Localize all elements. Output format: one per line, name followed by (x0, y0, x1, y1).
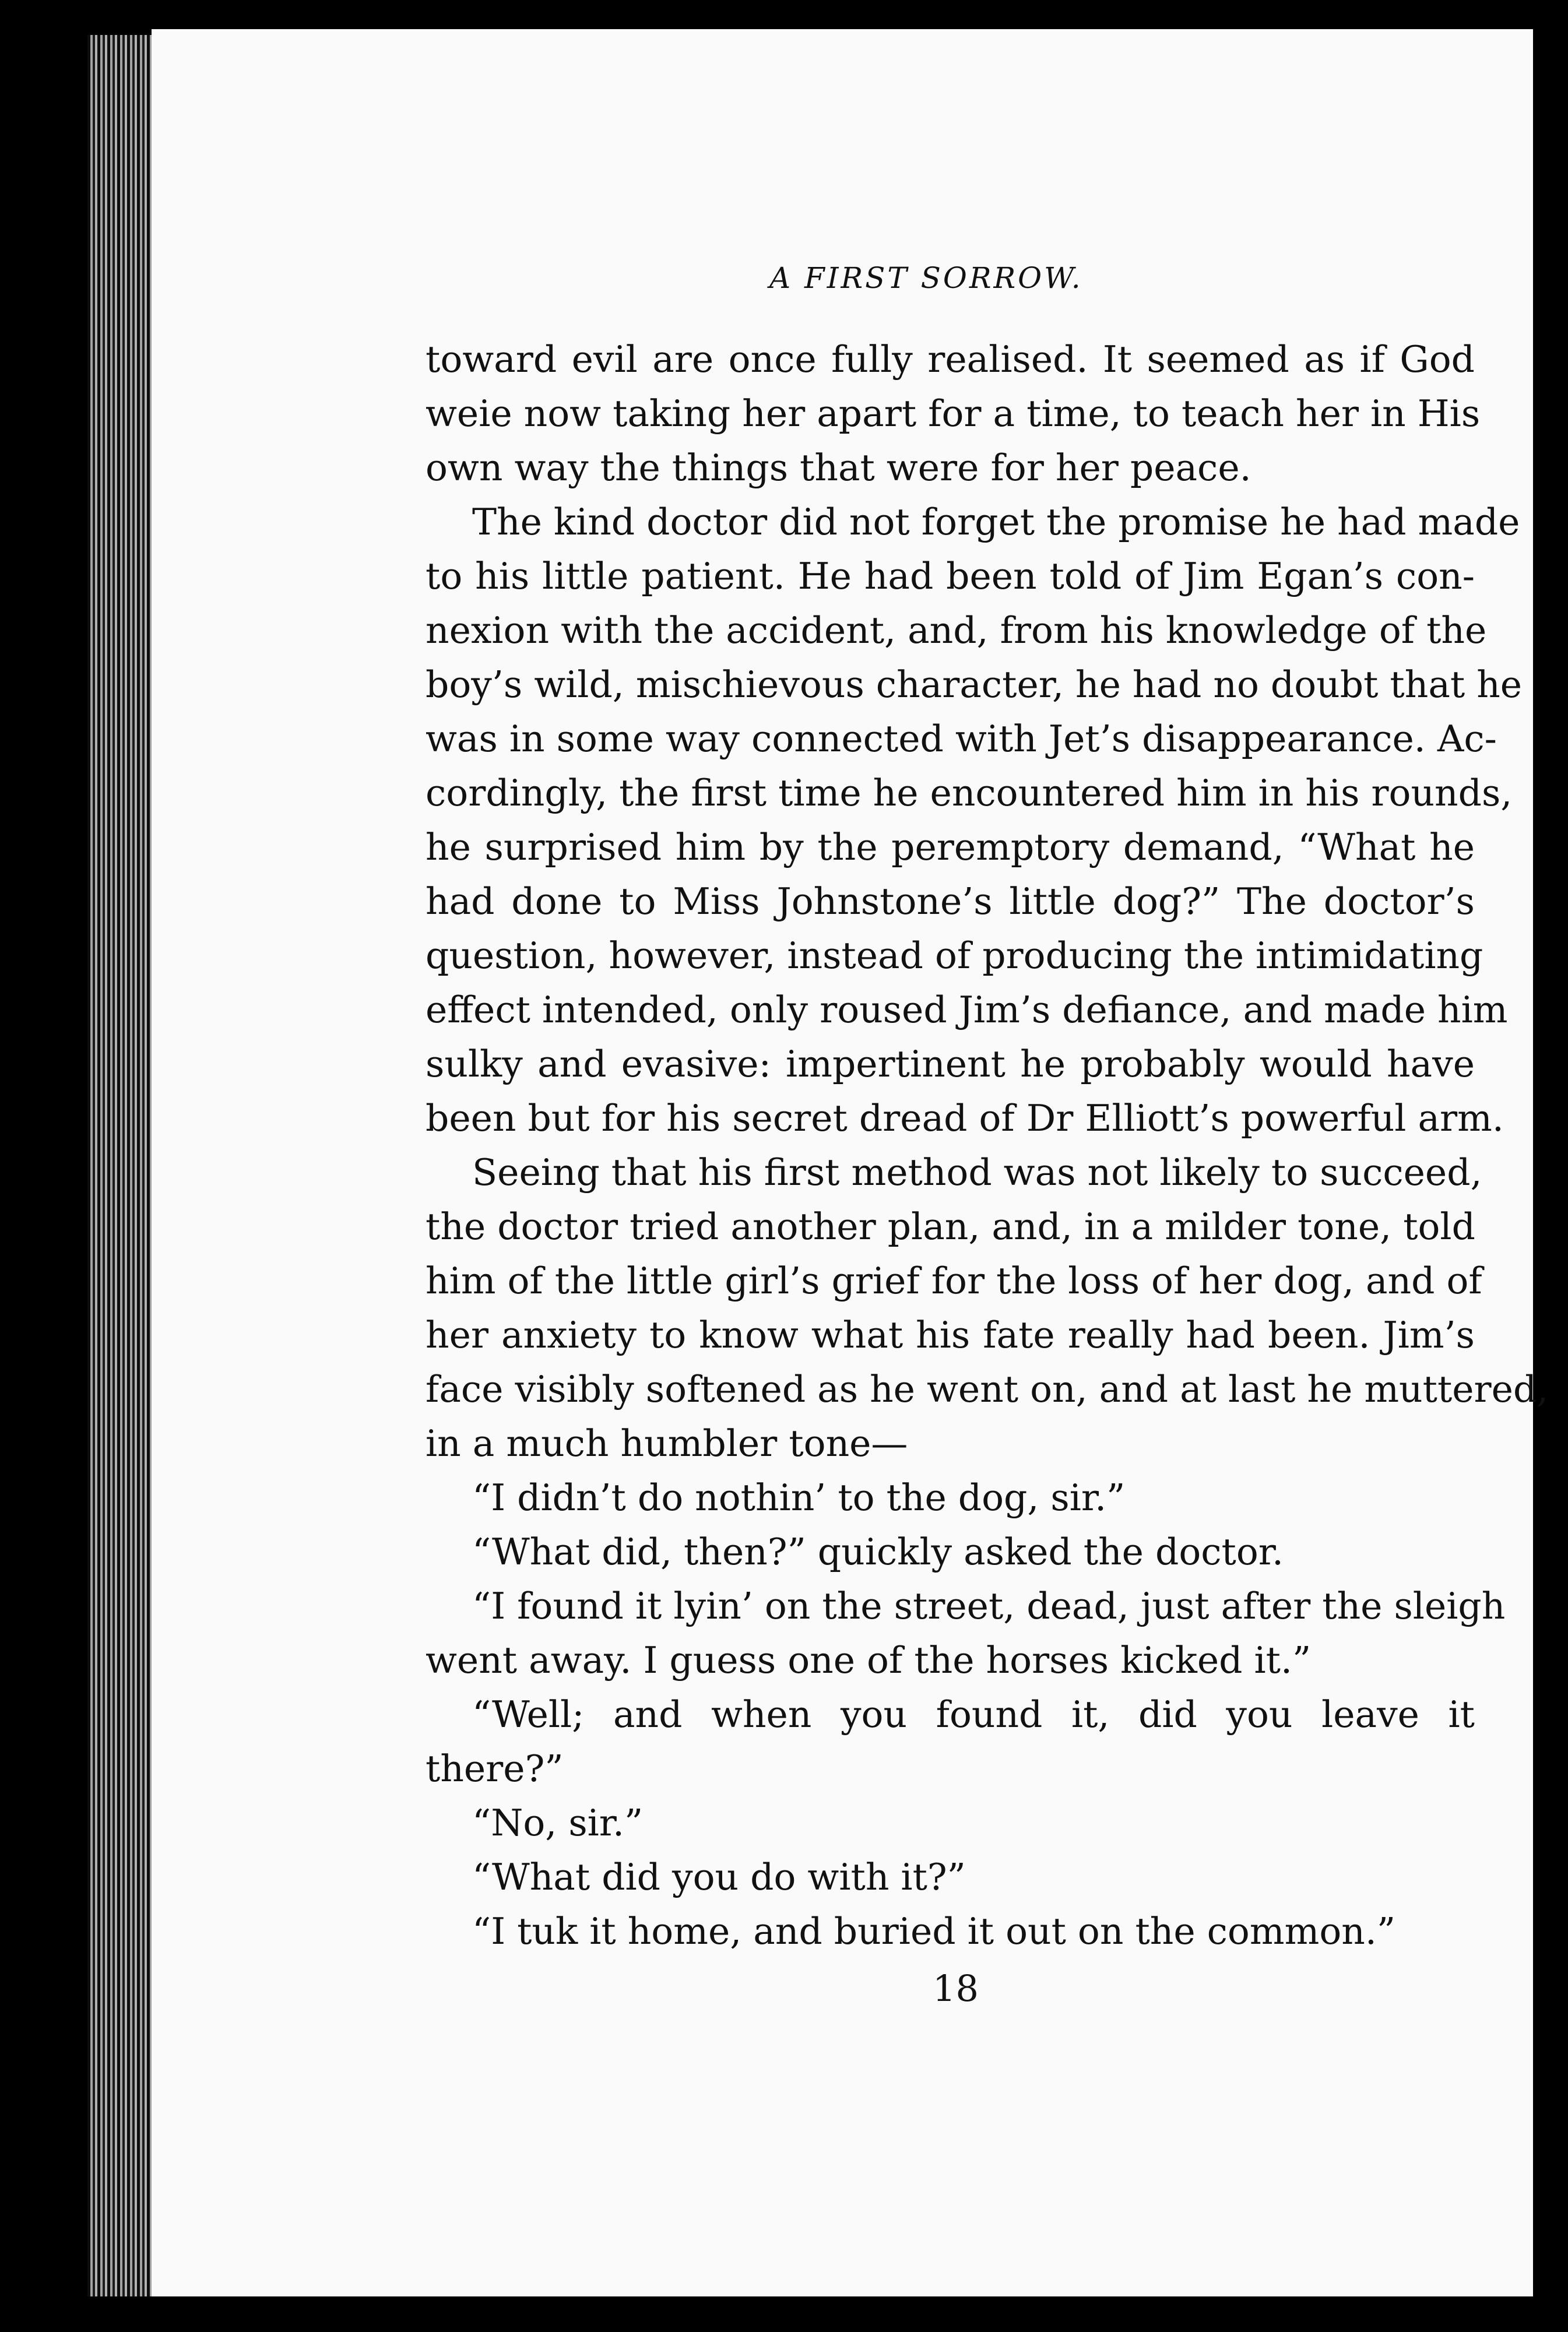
text-line: face visibly softened as he went on, and at last he muttered, (426, 1368, 1549, 1411)
text-line: was in some way connected with Jet’s disappearance. Ac- (426, 717, 1497, 760)
text-line: been but for his secret dread of Dr Elliott’s powerful arm. (426, 1097, 1504, 1139)
text-line: sulky and evasive: impertinent he probably would have (426, 1043, 1475, 1085)
text-line: him of the little girl’s grief for the loss of her dog, and of (426, 1260, 1482, 1302)
text-line: boy’s wild, mischievous character, he had no doubt that he (426, 663, 1523, 706)
text-line: weie now taking her apart for a time, to teach her in His (426, 392, 1481, 435)
text-line: “I found it lyin’ on the street, dead, just after the sleigh (472, 1585, 1506, 1627)
text-line: effect intended, only roused Jim’s defiance, and made him (426, 989, 1508, 1031)
text-line: “No, sir.” (472, 1802, 644, 1844)
text-line: “Well; and when you found it, did you leave it (472, 1693, 1475, 1736)
text-line: nexion with the accident, and, from his knowledge of the (426, 609, 1487, 652)
text-line: question, however, instead of producing the intimidating (426, 934, 1483, 977)
text-line: “I tuk it home, and buried it out on the common.” (472, 1910, 1396, 1953)
text-line: Seeing that his first method was not likely to succeed, (472, 1151, 1482, 1194)
text-line: he surprised him by the peremptory demand, “What he (426, 826, 1475, 868)
text-line: “I didn’t do nothin’ to the dog, sir.” (472, 1476, 1126, 1519)
page-number: 18 (933, 1967, 979, 2010)
text-line: her anxiety to know what his fate really had been. Jim’s (426, 1314, 1475, 1356)
text-line: “What did, then?” quickly asked the doctor. (472, 1531, 1284, 1573)
text-line: “What did you do with it?” (472, 1856, 966, 1898)
text-line: there?” (426, 1747, 564, 1790)
text-line: the doctor tried another plan, and, in a milder tone, told (426, 1205, 1475, 1248)
text-line: in a much humbler tone— (426, 1422, 908, 1465)
text-line: own way the things that were for her peace. (426, 446, 1251, 489)
text-line: The kind doctor did not forget the promise he had made (472, 501, 1520, 543)
text-line: cordingly, the first time he encountered him in his rounds, (426, 772, 1513, 814)
text-line: had done to Miss Johnstone’s little dog?” The doctor’s (426, 880, 1475, 923)
text-line: toward evil are once fully realised. It seemed as if God (426, 338, 1475, 381)
text-line: to his little patient. He had been told of Jim Egan’s con- (426, 555, 1475, 597)
text-line: went away. I guess one of the horses kicked it.” (426, 1639, 1312, 1682)
body-text (426, 332, 1549, 1958)
running-head: A FIRST SORROW. (769, 261, 1083, 295)
